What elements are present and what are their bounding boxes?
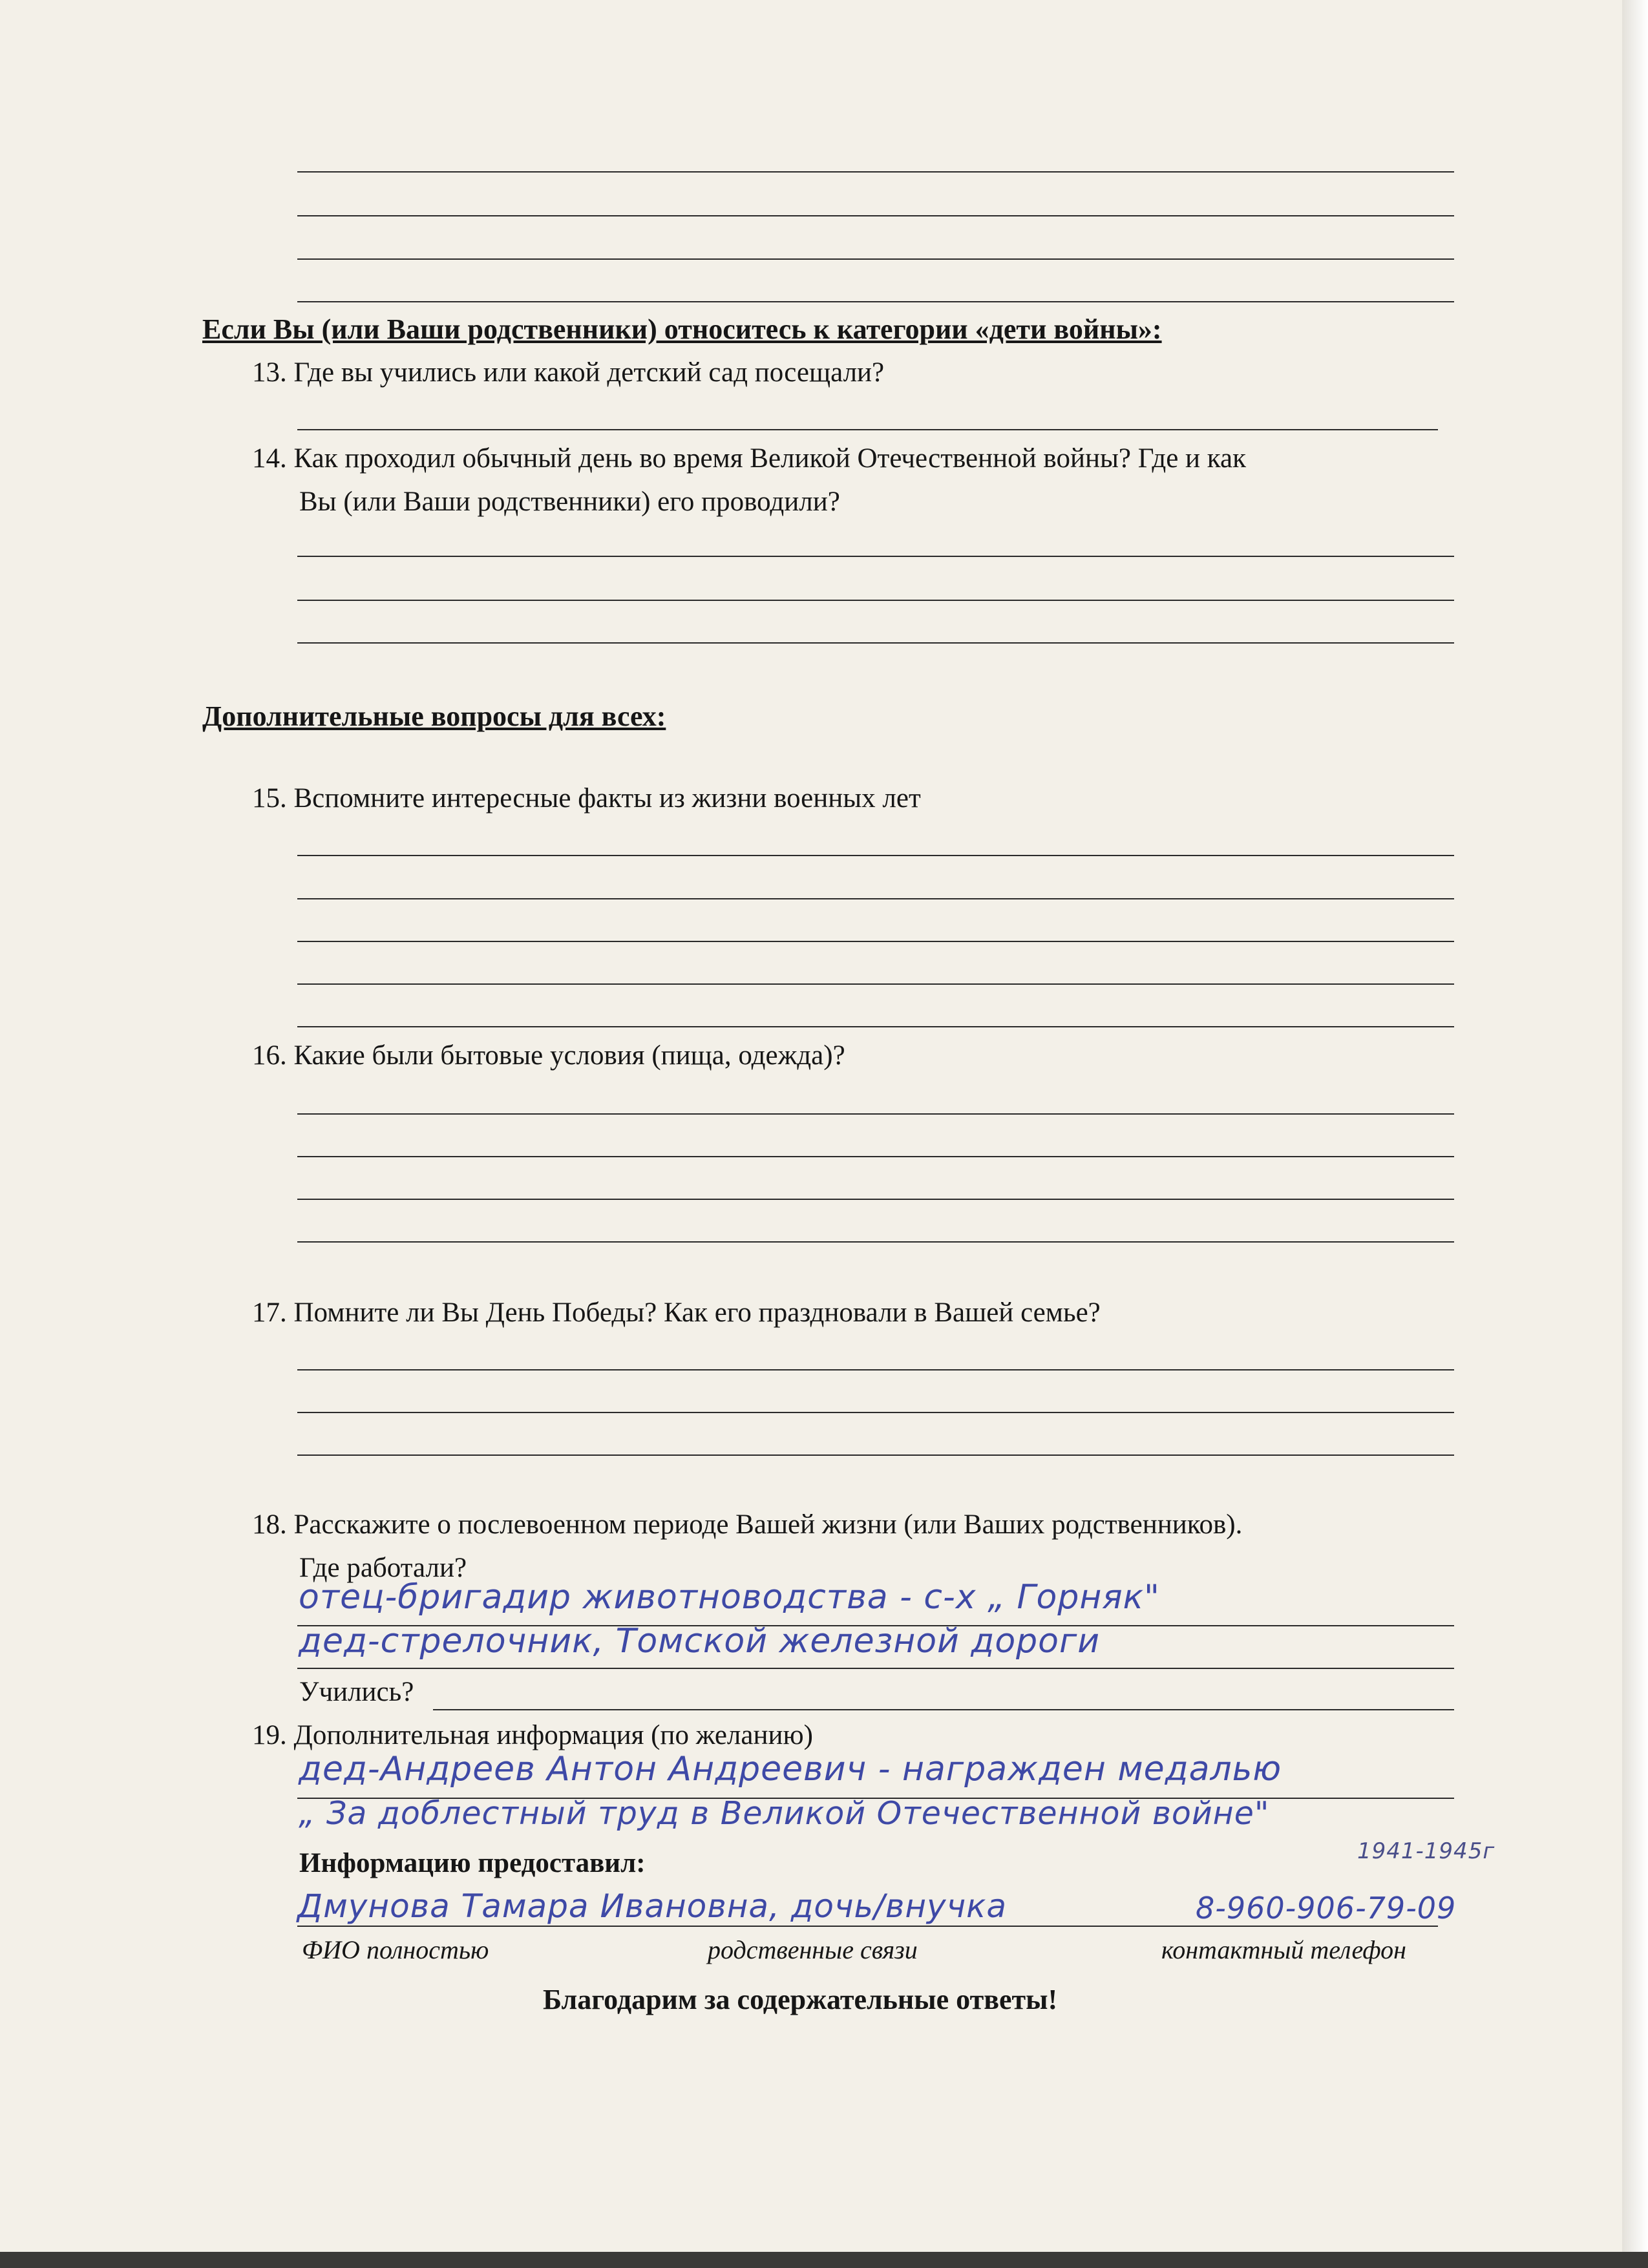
answer-line — [297, 855, 1454, 856]
handwritten-answer-18-1: отец-бригадир животноводства - с-х „ Горняк" — [299, 1578, 1160, 1617]
question-14-line2: Вы (или Ваши родственники) его проводили? — [299, 487, 840, 517]
label-relation: родственные связи — [708, 1935, 918, 1964]
answer-line — [297, 301, 1454, 302]
answer-line — [297, 1199, 1454, 1200]
answer-line — [297, 258, 1454, 260]
provided-by-heading: Информацию предоставил: — [299, 1848, 646, 1878]
answer-line — [297, 1668, 1454, 1669]
label-full-name: ФИО полностью — [302, 1935, 489, 1964]
handwritten-phone: 8-960-906-79-09 — [1196, 1891, 1457, 1926]
thanks-footer: Благодарим за содержательные ответы! — [543, 1984, 1058, 2015]
section-heading-additional: Дополнительные вопросы для всех: — [202, 700, 666, 732]
answer-line — [297, 1156, 1454, 1157]
handwritten-answer-19-3: 1941-1945г — [1357, 1838, 1495, 1864]
answer-line — [297, 215, 1454, 216]
question-19: 19. Дополнительная информация (по желанию) — [252, 1720, 813, 1750]
question-14-line1: 14. Как проходил обычный день во время Великой Отечественной войны? Где и как — [252, 443, 1247, 474]
answer-line — [297, 1026, 1454, 1027]
answer-line — [297, 1369, 1454, 1370]
answer-line — [433, 1709, 1454, 1710]
handwritten-answer-19-2: „ За доблестный труд в Великой Отечественной войне" — [299, 1795, 1270, 1832]
handwritten-name-relation: Дмуновa Тамара Ивановна, дочь/внучка — [297, 1887, 1007, 1925]
answer-line — [297, 1241, 1454, 1243]
handwritten-answer-18-2: дед-стрелочник, Томской железной дороги — [299, 1622, 1101, 1661]
question-17: 17. Помните ли Вы День Победы? Как его праздновали в Вашей семье? — [252, 1297, 1101, 1328]
answer-line — [297, 171, 1454, 173]
question-18-line1: 18. Расскажите о послевоенном периоде Вашей жизни (или Ваших родственников). — [252, 1509, 1243, 1540]
answer-line — [297, 556, 1454, 557]
signature-line — [297, 1926, 1438, 1927]
section-heading-children-of-war: Если Вы (или Ваши родственники) относитесь к категории «дети войны»: — [202, 313, 1162, 345]
answer-line — [297, 642, 1454, 644]
question-16: 16. Какие были бытовые условия (пища, одежда)? — [252, 1040, 845, 1071]
scanner-bottom-edge — [0, 2252, 1648, 2268]
studied-label: Учились? — [299, 1677, 414, 1707]
page-edge-shadow — [1622, 0, 1648, 2252]
answer-line — [297, 600, 1454, 601]
answer-line — [297, 429, 1438, 430]
answer-line — [297, 941, 1454, 942]
question-15: 15. Вспомните интересные факты из жизни военных лет — [252, 783, 921, 814]
question-18-line2: Где работали? — [299, 1553, 467, 1583]
answer-line — [297, 983, 1454, 985]
answer-line — [297, 1454, 1454, 1456]
handwritten-answer-19-1: дед-Андреев Антон Андреевич - награжден медалью — [299, 1750, 1282, 1789]
label-phone: контактный телефон — [1161, 1935, 1406, 1964]
answer-line — [297, 898, 1454, 899]
answer-line — [297, 1113, 1454, 1115]
question-13: 13. Где вы учились или какой детский сад посещали? — [252, 357, 885, 388]
answer-line — [297, 1412, 1454, 1413]
